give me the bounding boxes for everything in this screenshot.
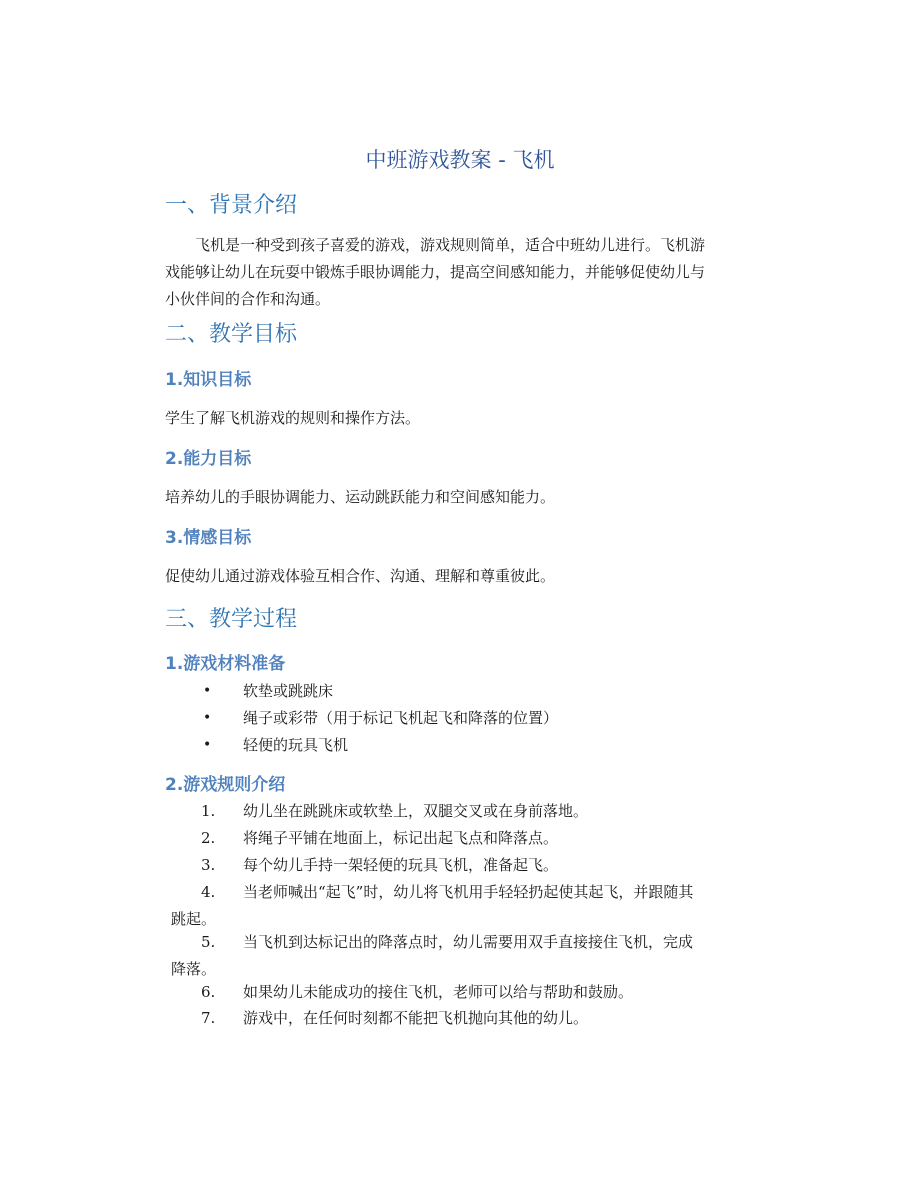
step-number: 2. bbox=[201, 829, 216, 847]
section-heading-objectives: 二、教学目标 bbox=[165, 322, 298, 347]
subheading-knowledge-goal: 1.知识目标 bbox=[165, 370, 252, 390]
step-text: 幼儿坐在跳跳床或软垫上，双腿交叉或在身前落地。 bbox=[243, 802, 589, 820]
step-text: 如果幼儿未能成功的接住飞机，老师可以给与帮助和鼓励。 bbox=[243, 983, 634, 1001]
background-paragraph bbox=[165, 232, 790, 313]
section-heading-background: 一、背景介绍 bbox=[165, 193, 298, 218]
step-text: 当老师喊出“起飞”时，幼儿将飞机用手轻轻扔起使其起飞，并跟随其 bbox=[243, 883, 694, 901]
step-text: 每个幼儿手持一架轻便的玩具飞机，准备起飞。 bbox=[243, 856, 559, 874]
subheading-ability-goal: 2.能力目标 bbox=[165, 449, 252, 469]
step-text: 将绳子平铺在地面上，标记出起飞点和降落点。 bbox=[243, 829, 559, 847]
step-number: 1. bbox=[201, 802, 216, 820]
list-item-text: 轻便的玩具飞机 bbox=[243, 736, 349, 754]
emotion-goal-text: 促使幼儿通过游戏体验互相合作、沟通、理解和尊重彼此。 bbox=[165, 567, 556, 585]
step-text: 当飞机到达标记出的降落点时，幼儿需要用双手直接接住飞机，完成 bbox=[243, 933, 694, 951]
subheading-materials: 1.游戏材料准备 bbox=[165, 654, 286, 674]
document-title: 中班游戏教案 - 飞机 bbox=[365, 148, 555, 172]
subheading-rules: 2.游戏规则介绍 bbox=[165, 775, 286, 795]
list-item-text: 绳子或彩带（用于标记飞机起飞和降落的位置） bbox=[243, 709, 559, 727]
subheading-emotion-goal: 3.情感目标 bbox=[165, 528, 252, 548]
paragraph-line: 飞机是一种受到孩子喜爱的游戏，游戏规则简单，适合中班幼儿进行。飞机游 bbox=[195, 236, 706, 254]
step-number: 3. bbox=[201, 856, 216, 874]
step-number: 7. bbox=[201, 1009, 216, 1027]
step-text: 游戏中，在任何时刻都不能把飞机抛向其他的幼儿。 bbox=[243, 1009, 589, 1027]
list-item-text: 软垫或跳跳床 bbox=[243, 682, 334, 700]
ability-goal-text: 培养幼儿的手眼协调能力、运动跳跃能力和空间感知能力。 bbox=[165, 488, 556, 506]
paragraph-line: 小伙伴间的合作和沟通。 bbox=[165, 290, 331, 308]
section-heading-process: 三、教学过程 bbox=[165, 607, 298, 632]
step-number: 4. bbox=[201, 883, 216, 901]
step-text-continued: 跳起。 bbox=[171, 910, 217, 928]
bullet-icon: • bbox=[203, 683, 212, 699]
bullet-icon: • bbox=[203, 710, 212, 726]
step-text-continued: 降落。 bbox=[171, 960, 217, 978]
paragraph-line: 戏能够让幼儿在玩耍中锻炼手眼协调能力，提高空间感知能力，并能够促使幼儿与 bbox=[165, 263, 706, 281]
step-number: 6. bbox=[201, 983, 216, 1001]
step-number: 5. bbox=[201, 933, 216, 951]
bullet-icon: • bbox=[203, 737, 212, 753]
knowledge-goal-text: 学生了解飞机游戏的规则和操作方法。 bbox=[165, 409, 421, 427]
